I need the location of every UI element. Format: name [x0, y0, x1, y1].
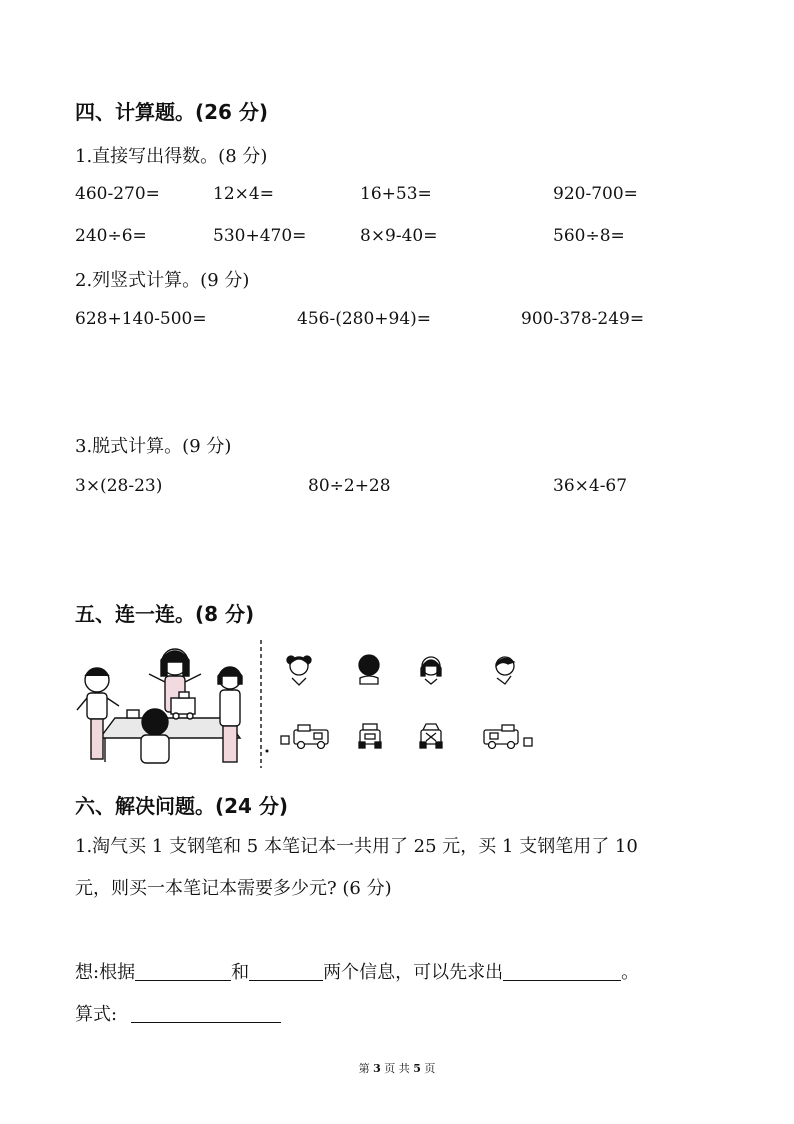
answer-blank-1[interactable] [135, 962, 231, 981]
q1-title: 1.直接写出得数。(8 分) [75, 146, 268, 167]
think-line [75, 958, 639, 984]
think-mid: 两个信息，可以先求出 [323, 962, 504, 983]
think-and: 和 [231, 962, 250, 983]
page-footer [0, 1060, 794, 1076]
think-prefix: 想:根据 [75, 962, 136, 983]
formula-blank[interactable] [131, 1004, 281, 1023]
section6-title: 六、解决问题。(24 分) [75, 794, 289, 818]
step-expr-1: 3×(28-23) [75, 476, 163, 496]
q2-title: 2.列竖式计算。(9 分) [75, 270, 250, 291]
section4-title: 四、计算题。(26 分) [75, 100, 269, 124]
problem1-line1: 1.淘气买 1 支钢笔和 5 本笔记本一共用了 25 元，买 1 支钢笔用了 10 [75, 836, 638, 857]
footer-suffix: 页 [424, 1062, 436, 1075]
step-expr-2: 80÷2+28 [308, 476, 391, 496]
q3-title: 3.脱式计算。(9 分) [75, 436, 232, 457]
girl-side-view-icon [418, 652, 444, 686]
answer-blank-3[interactable] [503, 962, 621, 981]
vertical-expr-3: 900-378-249= [521, 309, 645, 329]
start-dot [264, 748, 270, 754]
footer-page-num: 3 [373, 1062, 381, 1075]
boy-side-view-icon [492, 652, 518, 686]
vertical-expr-1: 628+140-500= [75, 309, 207, 329]
toy-car-right-view-icon [480, 722, 534, 750]
answer-blank-2[interactable] [249, 962, 323, 981]
expr-1-1: 460-270= [75, 184, 160, 204]
toy-car-left-view-icon [280, 722, 334, 750]
expr-1-3: 16+53= [360, 184, 432, 204]
footer-prefix: 第 [358, 1062, 370, 1075]
toy-car-back-view-icon [418, 722, 444, 750]
girl-front-view-icon [286, 652, 312, 686]
expr-2-1: 240÷6= [75, 226, 147, 246]
formula-label: 算式: [75, 1004, 118, 1025]
expr-1-4: 920-700= [553, 184, 638, 204]
footer-mid: 页 共 [384, 1062, 410, 1075]
expr-2-3: 8×9-40= [360, 226, 438, 246]
head-back-view-icon [356, 652, 382, 686]
vertical-expr-2: 456-(280+94)= [297, 309, 432, 329]
toy-car-front-view-icon [357, 722, 383, 750]
section5-title: 五、连一连。(8 分) [75, 602, 255, 626]
footer-page-total: 5 [413, 1062, 421, 1075]
children-table-illustration [75, 640, 255, 765]
problem1-line2: 元，则买一本笔记本需要多少元? (6 分) [75, 878, 392, 899]
expr-1-2: 12×4= [213, 184, 274, 204]
expr-2-2: 530+470= [213, 226, 307, 246]
expr-2-4: 560÷8= [553, 226, 625, 246]
think-end: 。 [621, 962, 640, 983]
step-expr-3: 36×4-67 [553, 476, 628, 496]
formula-line [75, 1000, 281, 1026]
